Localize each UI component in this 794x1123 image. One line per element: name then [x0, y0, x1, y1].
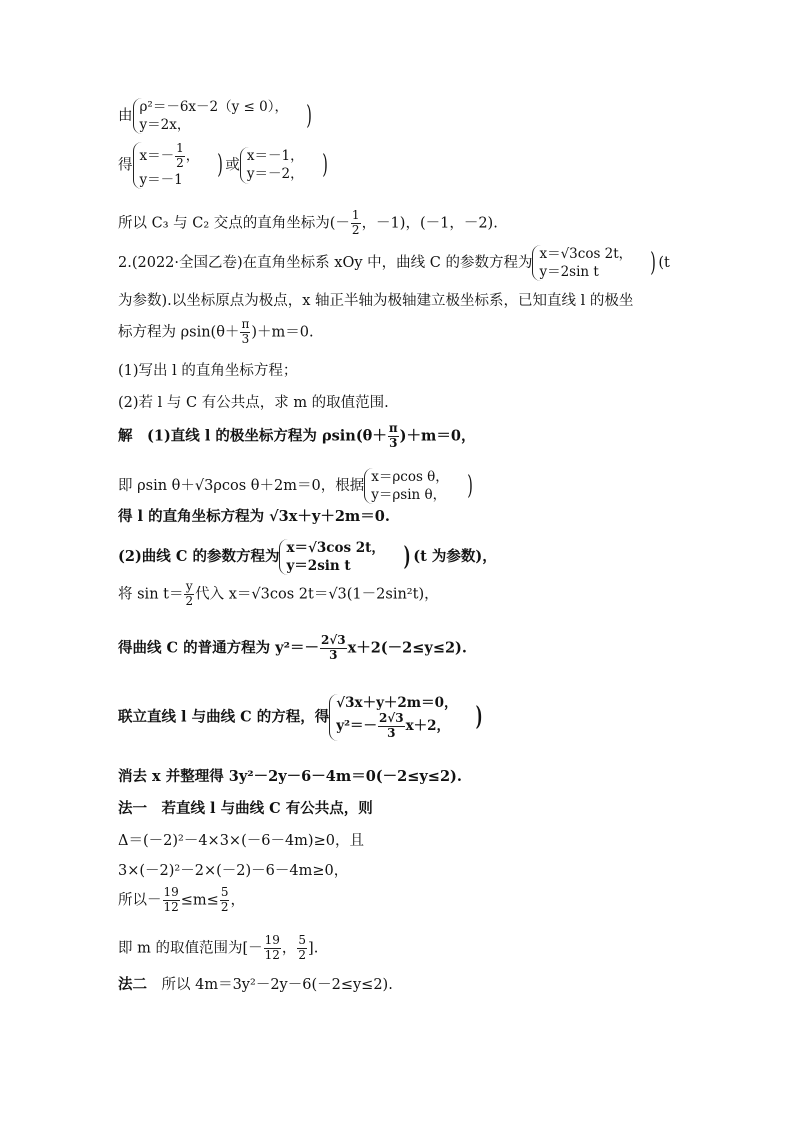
method-2-intro: 法二 所以 4m＝3y²－2y－6(－2≤y≤2). — [118, 976, 393, 993]
parametric-system: x＝√3cos 2t， y＝2sin t — [532, 245, 642, 281]
method-2-label: 法二 — [118, 976, 147, 993]
solution-line-equation: 得 l 的直角坐标方程为 √3x＋y＋2m＝0. — [118, 508, 390, 525]
parametric-system-2: x＝√3cos 2t， y＝2sin t — [279, 539, 394, 575]
solution-system-1: x＝－ $\frac{1}{2}$ ， y＝－1 — [133, 142, 210, 189]
solution-part-2: (2)曲线 C 的参数方程为 x＝√3cos 2t， y＝2sin t ) (t 为参数)， — [118, 540, 497, 575]
method-1-discriminant: Δ＝(－2)²－4×3×(－6－4m)≥0，且 — [118, 833, 364, 849]
question-2: (2)若 l 与 C 有公共点，求 m 的取值范围. — [118, 395, 389, 411]
solution-system-2: x＝－1， y＝－2， — [240, 147, 314, 183]
solution-convert: 即 ρsin θ＋√3ρcos θ＋2m＝0，根据 x＝ρcos θ， y＝ρsin θ， ) — [118, 469, 473, 504]
problem-2-line-1: 2.(2022·全国乙卷)在直角坐标系 xOy 中，曲线 C 的参数方程为 x＝√3cos 2t， y＝2sin t ) (t — [118, 246, 670, 281]
combined-system: √3x＋y＋2m＝0， y²＝－ $\frac{2√3}{3}$ x＋2， — [329, 694, 467, 741]
method-1-range: 所以－ $\frac{19}{12}$ ≤m≤ $\frac{5}{2}$ ， — [118, 885, 245, 914]
equation-system: ρ²＝－6x－2（y ≤ 0）， y＝2x， — [133, 98, 299, 134]
method-1-label: 法一 — [118, 800, 147, 817]
method-1-boundary: 3×(－2)²－2×(－2)－6－4m≥0， — [118, 863, 349, 879]
solution-eliminate: 消去 x 并整理得 3y²－2y－6－4m＝0(－2≤y≤2). — [118, 768, 462, 785]
solution-substitute: 将 sin t＝ $\frac{y}{2}$ 代入 x＝√3cos 2t＝√3(1－2sin²t)， — [118, 579, 439, 608]
line-solutions: 得 x＝－ $\frac{1}{2}$ ， y＝－1 ) 或 x＝－1， y＝－2， ) — [118, 141, 328, 188]
problem-2-line-2: 为参数).以坐标原点为极点，x 轴正半轴为极轴建立极坐标系，已知直线 l 的极坐 — [118, 293, 634, 309]
line-system-1: 由 ρ²＝－6x－2（y ≤ 0）， y＝2x， ) — [118, 99, 312, 134]
solution-curve-equation: 得曲线 C 的普通方程为 y²＝－ $\frac{2√3}{3}$ x＋2(－2≤y≤2). — [118, 633, 467, 662]
method-1-answer: 即 m 的取值范围为[－ $\frac{19}{12}$ ， $\frac{5}{2}$ ]. — [118, 933, 319, 962]
question-1: (1)写出 l 的直角坐标方程； — [118, 363, 298, 379]
problem-2-line-3: 标方程为 ρsin(θ＋ $\frac{\pi}{3}$ )＋m＝0. — [118, 317, 314, 346]
solution-part-1: 解 (1)直线 l 的极坐标方程为 ρsin(θ＋ $\frac{\pi}{3}$ )＋m＝0， — [118, 421, 476, 450]
solution-combine: 联立直线 l 与曲线 C 的方程，得 √3x＋y＋2m＝0， y²＝－ $\frac{2√3}{3}$ x＋2， ) — [118, 695, 484, 741]
method-1-intro: 法一 若直线 l 与曲线 C 有公共点，则 — [118, 800, 373, 817]
line-intersection: 所以 C₃ 与 C₂ 交点的直角坐标为(－ $\frac{1}{2}$ ，－1)，(－1，－2). — [118, 208, 498, 237]
conversion-system: x＝ρcos θ， y＝ρsin θ， — [364, 468, 459, 504]
text-you: 由 — [118, 108, 133, 125]
